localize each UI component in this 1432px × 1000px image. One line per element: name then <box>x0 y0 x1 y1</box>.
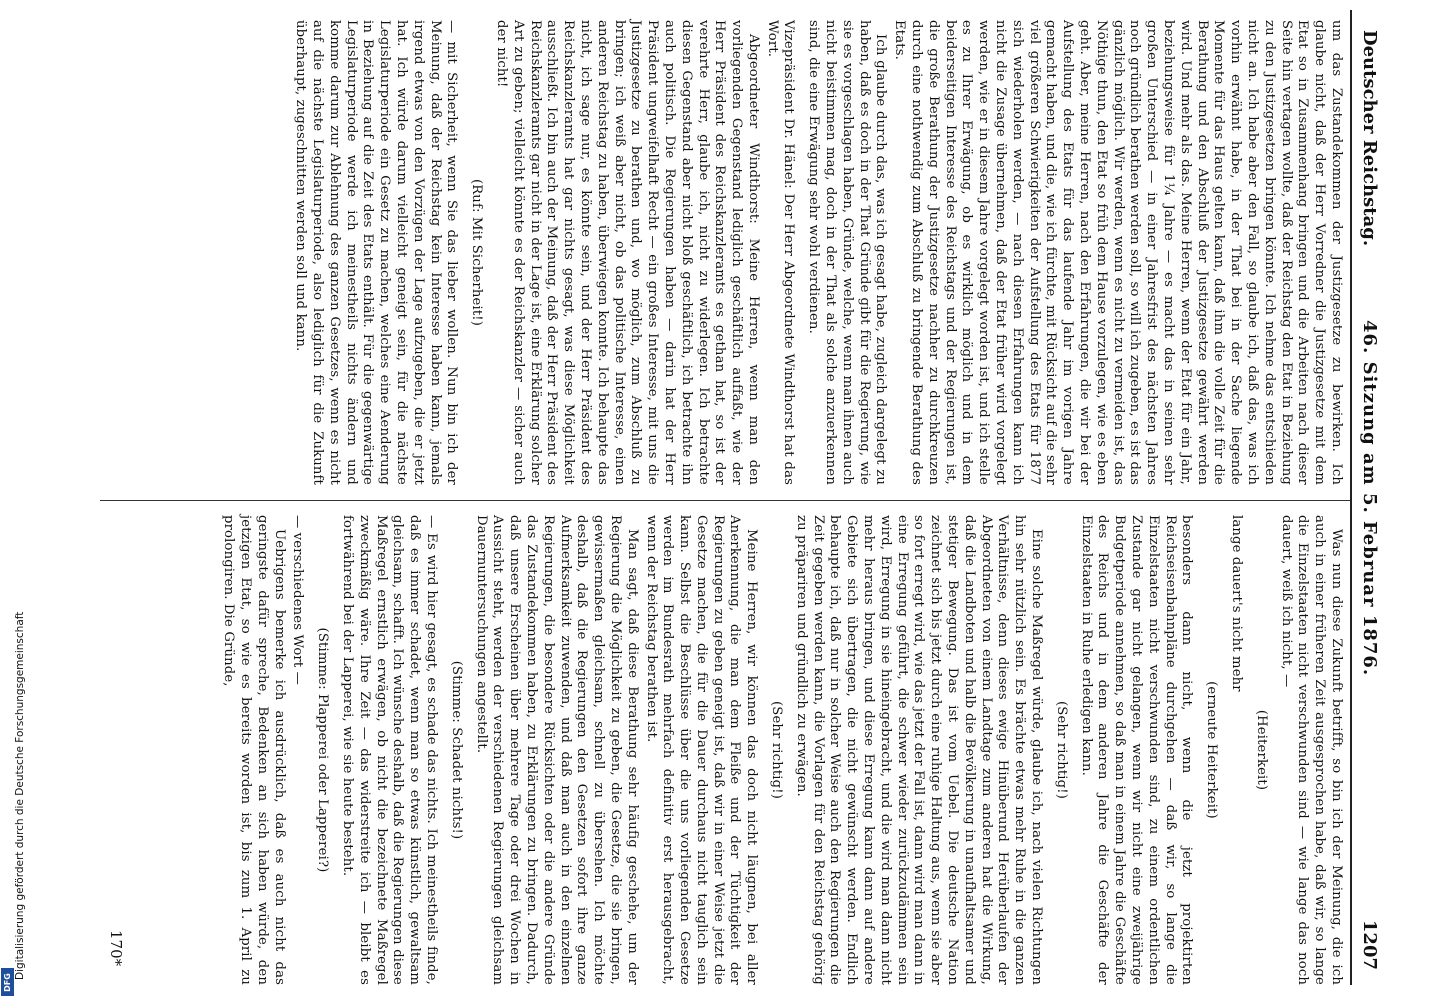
paragraph: — Es wird hier gesagt, es schade das nichts. Ich meinestheils finde, daß es immer schadet, wenn man so etwas künstlich, gewaltsam gleichsam, schafft. Ich wünsche deshalb, daß die Regierungen diese Maßregel ernstlich erwägen, ob nicht die bezeichnete Maßregel zweckmäßig wäre. Ihre Zeit — das widerstreite ich — bleibt es fortwährend bei der Lapperei, wie sie heute besteht. <box>339 515 439 985</box>
signature-mark: 170* <box>107 930 125 967</box>
paragraph: Eine solche Maßregel würde, glaube ich, nach vielen Richtungen hin sehr nützlich sein. Es brächte etwas mehr Ruhe in die ganzen Verhältnisse, denn dieses ewige Hinüberund Herüberlaufen der Abgeordneten von einem Landtage zum anderen hat die Wirkung, daß die Landboten und halb die Bevölkerung in unaufhaltsamer und stetiger Bewegung. Das ist vom Uebel. Die deutsche Nation zeichnet sich bis jetzt durch eine ruhige Haltung aus, wenn sie aber so fort erregt wird, wie das jetzt der Fall ist, dann wird man dann in eine Erregung geführt, die schwer wieder zurückzudämmen sein wird, Erregung in sie hineingebracht, und die wird man dann nicht mehr heraus bringen, und diese Erregung kann dann auf andere Gebiete sich übertragen, die nicht gewünscht werden. Endlich behaupte ich, daß nur in solcher Weise auch den Regierungen die Zeit gegeben werden kann, die Vorlagen für den Reichstag gehörig zu präpariren und gründlich zu erwägen. <box>793 515 1045 985</box>
interjection: (Stimme: Plapperei oder Lapperei?) <box>315 627 331 873</box>
paragraph: Meine Herren, wir können das doch nicht läugnen, bei aller Anerkennung, die man dem Fleiße und der Tüchtigkeit der Regierungen zu geben geneigt ist, daß wir in einer Weise jetzt die Gesetze machen, die für die Dauer durchaus nicht tauglich sein kann. Selbst die Beschlüsse über die uns vorliegenden Gesetze werden im Bundesrath mehrfach definitiv erst herausgebracht, wenn der Reichstag berathen ist. <box>643 515 760 985</box>
interjection: (Sehr richtig!) <box>769 700 785 800</box>
page-header <box>1354 20 1384 980</box>
interjection: (erneute Heiterkeit) <box>1204 681 1220 819</box>
column-divider <box>100 500 1350 501</box>
interjection: (Stimme: Schadet nichts!) <box>448 660 464 840</box>
paragraph: Ich glaube durch das, was ich gesagt habe, zugleich dargelegt zu haben, daß es doch in der That Gründe gibt für die Regierung, wie sie es vorgeschlagen haben, Gründe, welche, wenn man ihnen auch nicht beistimmen mag, doch in der That als solche anzuerkennen sind, die eine Erwägung sehr wohl verdienen. <box>806 20 889 485</box>
digitization-credit: Digitalisierung gefördert durch die Deutsche Forschungsgemeinschaft <box>14 611 26 980</box>
footer-strip <box>0 0 26 1000</box>
paragraph: — verschiedenes Wort — <box>290 515 306 685</box>
paragraph: besonders dann nicht, wenn die jetzt projektirten Reichseisenbahnpläne durchgehen — daß wir, so lange die Einzelstaaten nicht verschwunden sind, zu einem ordentlichen Zustande gar nicht gelangen, wenn wir nicht eine zweijährige Budgetperiode annehmen, so daß man in einem Jahre die Geschäfte des Reichs und in dem anderen Jahre die Geschäfte der Einzelstaaten in Ruhe erledigen kann. <box>1078 515 1195 985</box>
paragraph: Uebrigens bemerke ich ausdrücklich, daß es auch nicht das geringste dafür spreche, Bedenken an sich haben würde, den jetzigen Etat, so wie es bereits worden ist, bis zum 1. April zu prolongiren. Die Gründe, <box>221 515 287 985</box>
column-first <box>289 20 1344 485</box>
header-session: 46. Sitzung am 5. Februar 1876. <box>1359 320 1380 677</box>
interjection: (Heiterkeit) <box>1253 709 1269 791</box>
paragraph: Man sagt, daß diese Berathung sehr häufig geschehe, um der Regierung die Möglichkeit zu geben, die Gesetze, die sie bringen, gewissermaßen gleichsam, schnell zu übersehen. Ich möchte deshalb, daß die Regierungen den Gesetzen sofort ihre ganze Aufmerksamkeit zuwenden, und daß man auch in den einzelnen Regierungen, die besondere Rücksichten oder die andere Gründe das Zustandekommen haben, zu Erklärungen zu bringen. Dadurch, daß unsere Erscheinen über mehrere Tage oder drei Wochen in Aussicht steht, werden der verschiedenen Regierungen gleichsam Dauernuntersuchungen angestellt. <box>473 515 640 985</box>
column-second <box>217 515 1344 985</box>
header-title: Deutscher Reichstag. <box>1359 30 1380 247</box>
speech-paragraph: — mit Sicherheit, wenn Sie das lieber wollen. Nun bin ich der Meinung, daß der Reichstag kein Interesse haben kann, jemals irgend etwas von den Vorzügen der Lage aufzugeben, die er jetzt hat. Ich würde darum vielleicht geneigt sein, für die nächste Legislaturperiode ein Gesetz zu machen, welches eine Aenderung in Beziehung auf die Zeit des Etats enthält. Für die gegenwärtige Legislaturperiode werde ich meinestheils nichts ändern und komme darum zur Ablehnung des ganzen Gesetzes, wenn es nicht auf die nächste Legislaturperiode, also lediglich für die Zukunft überhaupt, zugeschnitten werden soll und kann. <box>293 20 460 485</box>
interjection: (Ruf: Mit Sicherheit!) <box>469 178 485 327</box>
speech-paragraph: Abgeordneter Windthorst: Meine Herren, wenn man den vorliegenden Gegenstand lediglich geschäftlich auffaßt, wie der Herr Präsident des Reichskanzleramts es gethan hat, so ist der verehrte Herr, glaube ich, nicht zu widerlegen. Ich betrachte diesen Gegenstand aber nicht bloß geschäftlich, ich betrachte ihn auch politisch. Die Regierungen haben — darin hat der Herr Präsident ungweifelhaft Recht — ein großes Interesse, mit uns die Justizgesetze zu berathen und, wo möglich, zum Abschluß zu bringen; ich weiß aber nicht, ob das politische Interesse, einen anderen Reichstag zu haben, überwiegen konnte. Ich behaupte das nicht, ich sage nur, es könnte sein, und der Herr Präsident des Reichskanzleramts hat gar nichts gesagt, was diese Möglichkeit ausschließt. Ich bin auch der Meinung, daß der Herr Präsident des Reichskanzleramts gar nicht in der Lage ist, eine Erklärung solcher Art zu geben; vielleicht könnte es der Reichskanzler — sicher auch der nicht! <box>493 20 761 485</box>
dfg-logo: DFG <box>1 968 14 996</box>
rotated-document-sheet <box>80 0 1390 1000</box>
paragraph: lange dauert's nicht mehr <box>1229 515 1245 692</box>
interjection: (Sehr richtig!) <box>1053 700 1069 800</box>
header-page-number: 1207 <box>1359 919 1380 970</box>
president-line: Vizepräsident Dr. Hänel: Der Herr Abgeordnete Windthorst hat das Wort. <box>764 20 797 485</box>
paragraph: um das Zustandekommen der Justizgesetze zu bewirken. Ich glaube nicht, daß der Herr Vorredner die Justizgesetze mit dem Etat so in Zusammenhang bringen und die Arbeiten nach dieser Seite hin vertagen wollte, daß der Reichstag den Etat in Beziehung zu den Justizgesetzen bringen könnte. Ich nehme das entschieden nicht an. Ich habe aber den Fall, so glaube ich, daß das, was ich vorhin erwähnt habe, in der That bei in der Sache liegende Momente für das Haus gelten kann, daß ihm die volle Zeit für die Berathung und den Abschluß der Justizgesetze gewährt werden wird. Und mehr als das. Meine Herren, wenn der Etat für ein Jahr, beziehungsweise für 1¼ Jahre — es macht das in seinen sehr großen Unterschied — in einer Jahresfrist des nächsten Jahres noch gründlich berathen werden soll, so will ich zugeben, es ist das gänzlich möglich. Wir werden, wenn es nicht zu vermeiden ist, das Nöthige thun, den Etat so früh dem Hause vorzulegen, wie es eben geht. Aber, meine Herren, nach den Erfahrungen, die wir bei der Aufstellung des Etats für das laufende Jahr im vorigen Jahre gemacht haben, und die, wie ich fürchte, mit Rücksicht auf die sehr viel größeren Schwierigkeiten der Aufstellung des Etats für 1877 sich wiederholen werden, — nach diesen Erfahrungen kann ich nicht die Zusage übernehmen, daß der Etat früher wird vorgelegt werden, wie er in diesem Jahre vorgelegt worden ist, und ich stelle es zu Ihrer Erwägung, ob es wirklich möglich und in dem beiderseitigen Interesse des Reichstags und der Regierungen ist, die große Berathung der Justizgesetze nachher zu durchkreuzen durch eine nothwendig zum Abschluß zu bringende Berathung des Etats. <box>892 20 1344 485</box>
header-rule <box>1350 10 1352 985</box>
paragraph: Was nun diese Zukunft betrifft, so bin ich der Meinung, die ich auch in einer früheren Zeit ausgesprochen habe, daß wir, so lange die Einzelstaaten nicht verschwunden sind — wie lange das noch dauert, weiß ich nicht, — <box>1278 515 1344 985</box>
